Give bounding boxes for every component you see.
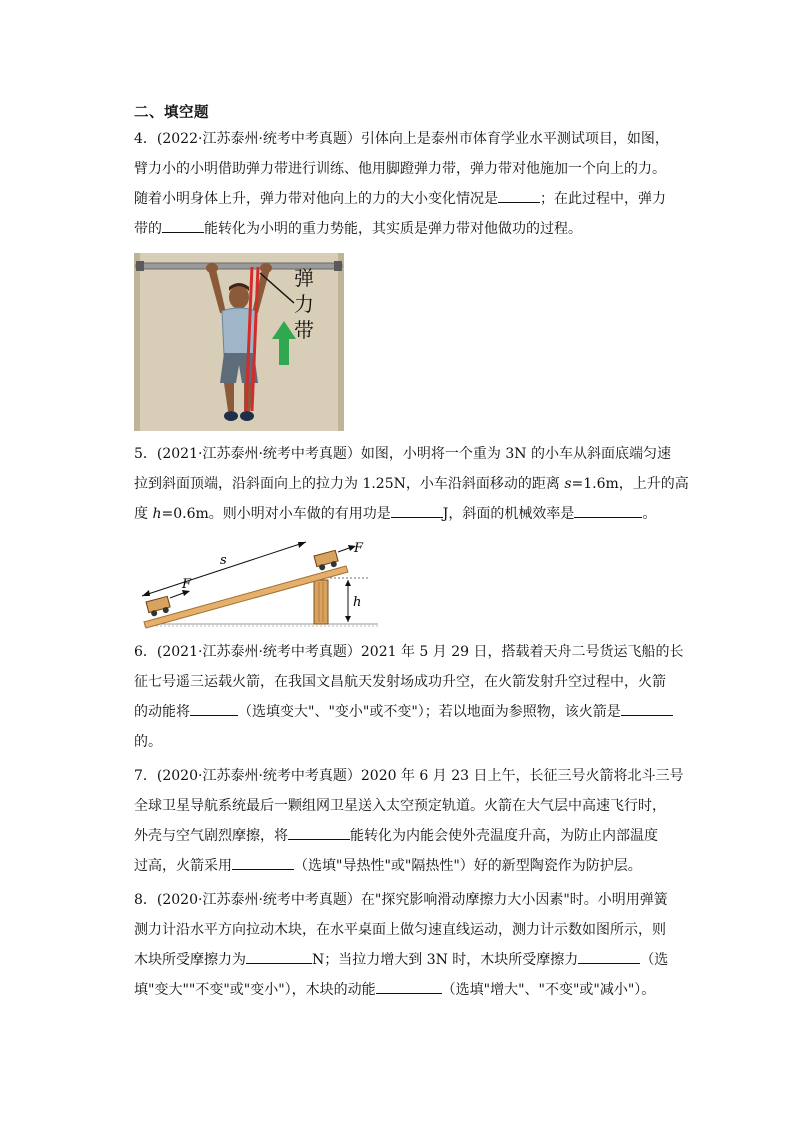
q5-line-3: 度 h=0.6m。则小明对小车做的有用功是 J，斜面的机械效率是 。: [134, 499, 674, 529]
q4-blank-1[interactable]: [498, 185, 540, 203]
section-title: 二、填空题: [134, 105, 209, 121]
question-4: [134, 124, 674, 244]
q6-line-2: 征七号遥三运载火箭，在我国文昌航天发射场成功升空，在火箭发射升空过程中，火箭: [134, 674, 666, 690]
q5-blank-2[interactable]: [574, 500, 642, 518]
q6-blank-1[interactable]: [190, 698, 238, 716]
force-label-2: F: [354, 541, 364, 556]
q5-blank-1[interactable]: [391, 500, 443, 518]
q5-line-2: 拉到斜面顶端，沿斜面向上的拉力为 1.25N，小车沿斜面移动的距离 s=1.6m，上升的高: [134, 476, 689, 492]
q8-blank-1[interactable]: [246, 946, 312, 964]
force-label-1: F: [182, 577, 192, 592]
q6-line-4: 的。: [134, 734, 162, 750]
q7-blank-2[interactable]: [232, 852, 294, 870]
q5-line-1: 5．(2021·江苏泰州·统考中考真题）如图，小明将一个重为 3N 的小车从斜面底端匀速: [134, 446, 671, 462]
q7-line-4: 过高，火箭采用 （选填"导热性"或"隔热性"）好的新型陶瓷作为防护层。: [134, 851, 674, 881]
question-6: [134, 637, 684, 757]
cart-top: [314, 550, 339, 571]
q6-line-1: 6．(2021·江苏泰州·统考中考真题）2021 年 5 月 29 日，搭载着天舟二号货运飞船的长: [134, 644, 684, 660]
q6-line-3: 的动能将 （选填变大"、"变小"或不变"）；若以地面为参照物，该火箭是: [134, 697, 674, 727]
q8-line-2: 测力计沿水平方向拉动木块，在水平桌面上做匀速直线运动，测力计示数如图所示，则: [134, 922, 666, 938]
q8-blank-2[interactable]: [578, 946, 640, 964]
q7-line-1: 7．(2020·江苏泰州·统考中考真题）2020 年 6 月 23 日上午，长征三号火箭将北斗三号: [134, 768, 684, 784]
q8-line-3: 木块所受摩擦力为 N；当拉力增大到 3N 时，木块所受摩擦力 （选: [134, 945, 674, 975]
question-8: [134, 885, 674, 1005]
pullup-figure: [134, 253, 344, 431]
q4-blank-2[interactable]: [162, 215, 204, 233]
distance-label: s: [220, 553, 227, 568]
question-7: [134, 761, 684, 881]
q8-line-4: 填"变大""不变"或"变小"），木块的动能 （选填"增大"、"不变"或"减小"）。: [134, 975, 674, 1005]
q6-blank-2[interactable]: [621, 698, 673, 716]
incline-figure: [134, 536, 382, 630]
q8-line-1: 8．(2020·江苏泰州·统考中考真题）在"探究影响滑动摩擦力大小因素"时。小明用弹簧: [134, 892, 668, 908]
q4-line-2: 臂力小的小明借助弹力带进行训练、他用脚蹬弹力带，弹力带对他施加一个向上的力。: [134, 161, 666, 177]
band-label-3: 带: [294, 318, 314, 342]
q7-line-2: 全球卫星导航系统最后一颗组网卫星送入太空预定轨道。火箭在大气层中高速飞行时，: [134, 798, 666, 814]
q4-line-4: 带的 能转化为小明的重力势能，其实质是弹力带对他做功的过程。: [134, 214, 674, 244]
band-label-2: 力: [294, 292, 314, 316]
q7-blank-1[interactable]: [288, 822, 350, 840]
band-label-1: 弹: [294, 266, 314, 290]
height-label: h: [353, 595, 362, 610]
q7-line-3: 外壳与空气剧烈摩擦，将 能转化为内能会使外壳温度升高，为防止内部温度: [134, 821, 674, 851]
cart-bottom: [146, 596, 171, 617]
support-block: [314, 580, 328, 624]
q4-line-1: 4．(2022·江苏泰州·统考中考真题）引体向上是泰州市体育学业水平测试项目，如图，: [134, 131, 669, 147]
q4-line-3: 随着小明身体上升，弹力带对他向上的力的大小变化情况是 ；在此过程中，弹力: [134, 184, 674, 214]
question-5: [134, 439, 689, 529]
q8-blank-3[interactable]: [376, 976, 442, 994]
